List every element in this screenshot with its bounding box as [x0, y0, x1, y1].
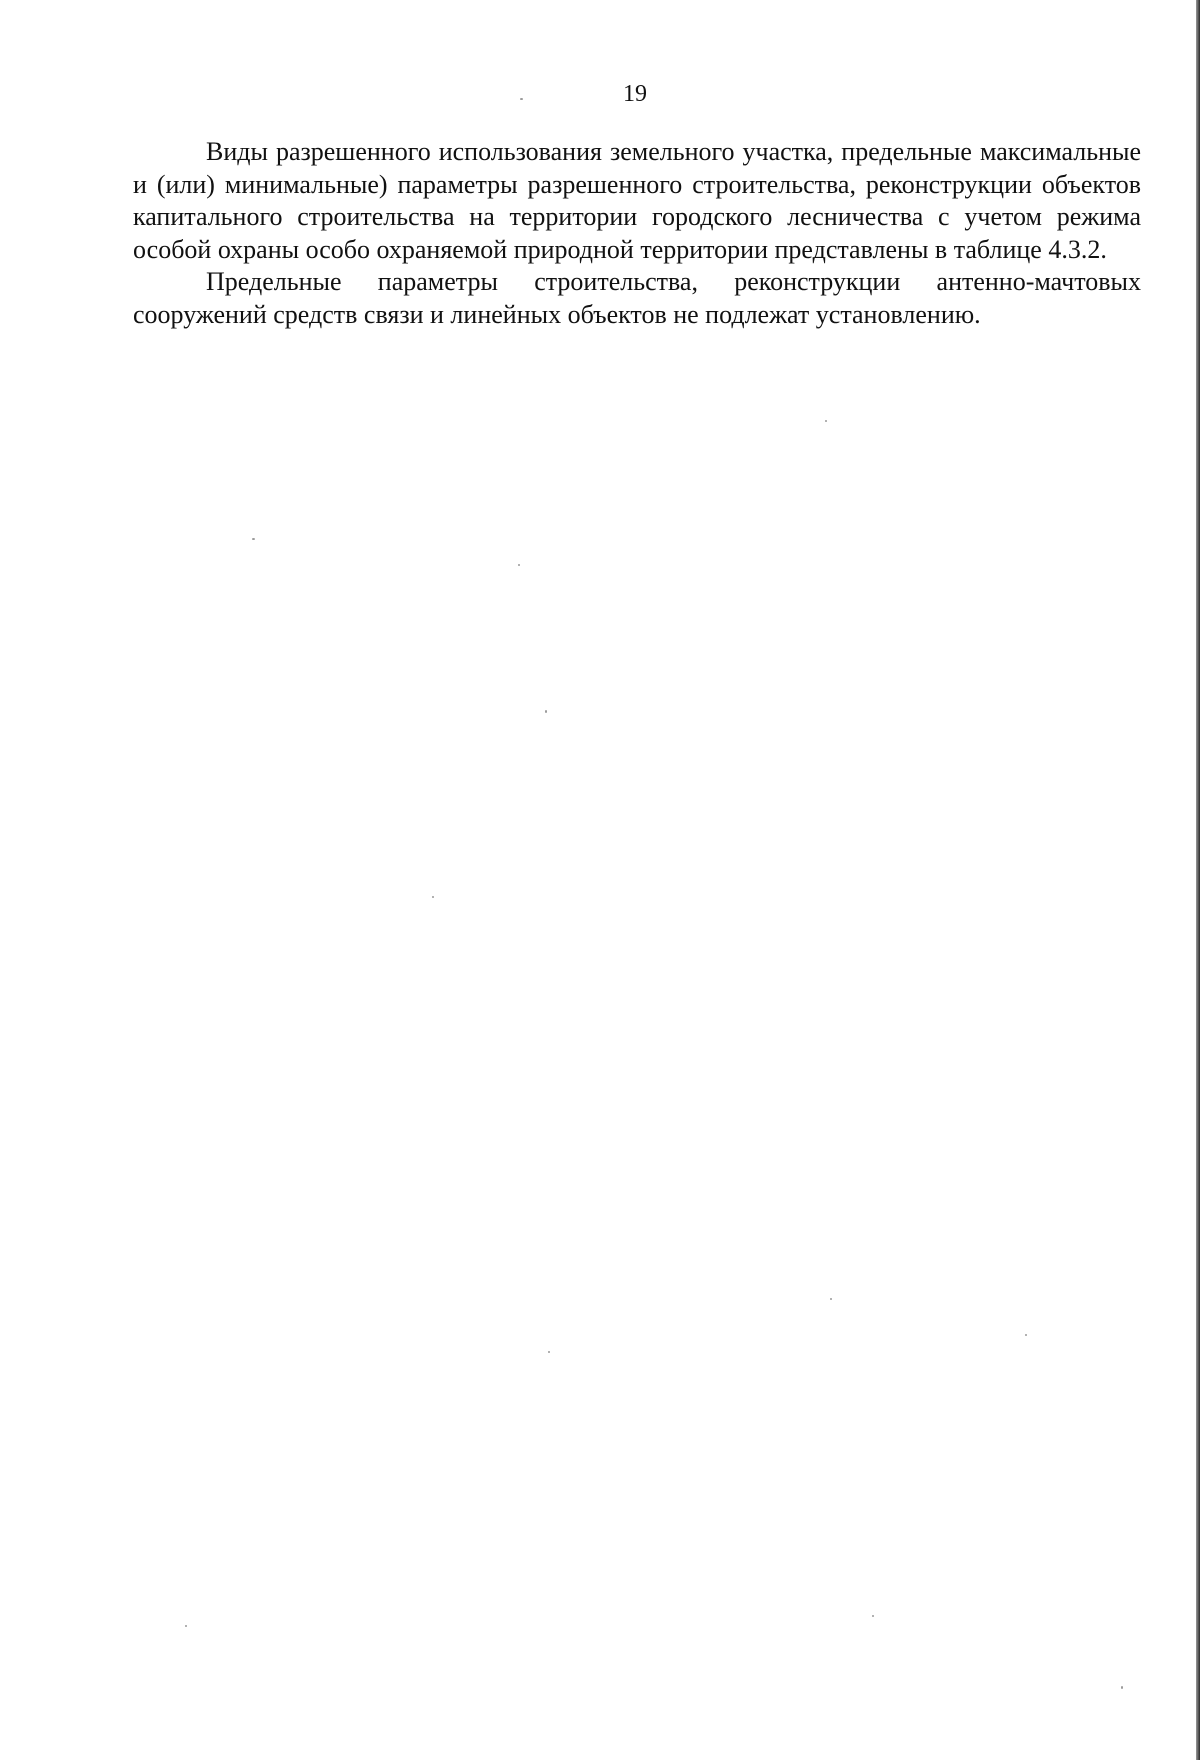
- scan-speck: [872, 1615, 874, 1617]
- scan-speck: [518, 564, 520, 566]
- paragraph-permitted-use: Виды разрешенного использования земельного участка, предельные максимальные и (или) минимальные) параметры разрешенного строительства, реконструкции объектов капитального строительства на территории городского лесничества с учетом режима особой охраны особо охраняемой природной территории представлены в таблице 4.3.2.: [133, 137, 1141, 264]
- scan-edge: [1196, 0, 1200, 1760]
- body-text: [133, 136, 1141, 331]
- scan-speck: [1025, 1334, 1027, 1336]
- scan-speck: [252, 538, 255, 540]
- scan-speck: [1121, 1686, 1123, 1689]
- scan-speck: [830, 1298, 832, 1300]
- scan-speck: [825, 420, 827, 422]
- scan-speck: [545, 710, 547, 713]
- paragraph-limit-parameters: Предельные параметры строительства, реконструкции антенно-мачтовых сооружений средств связи и линейных объектов не подлежат установлению.: [133, 267, 1141, 329]
- scan-speck: [185, 1625, 187, 1627]
- scan-speck: [520, 98, 523, 100]
- scan-speck: [432, 896, 434, 898]
- scan-speck: [548, 1351, 550, 1353]
- page-number: 19: [623, 81, 647, 107]
